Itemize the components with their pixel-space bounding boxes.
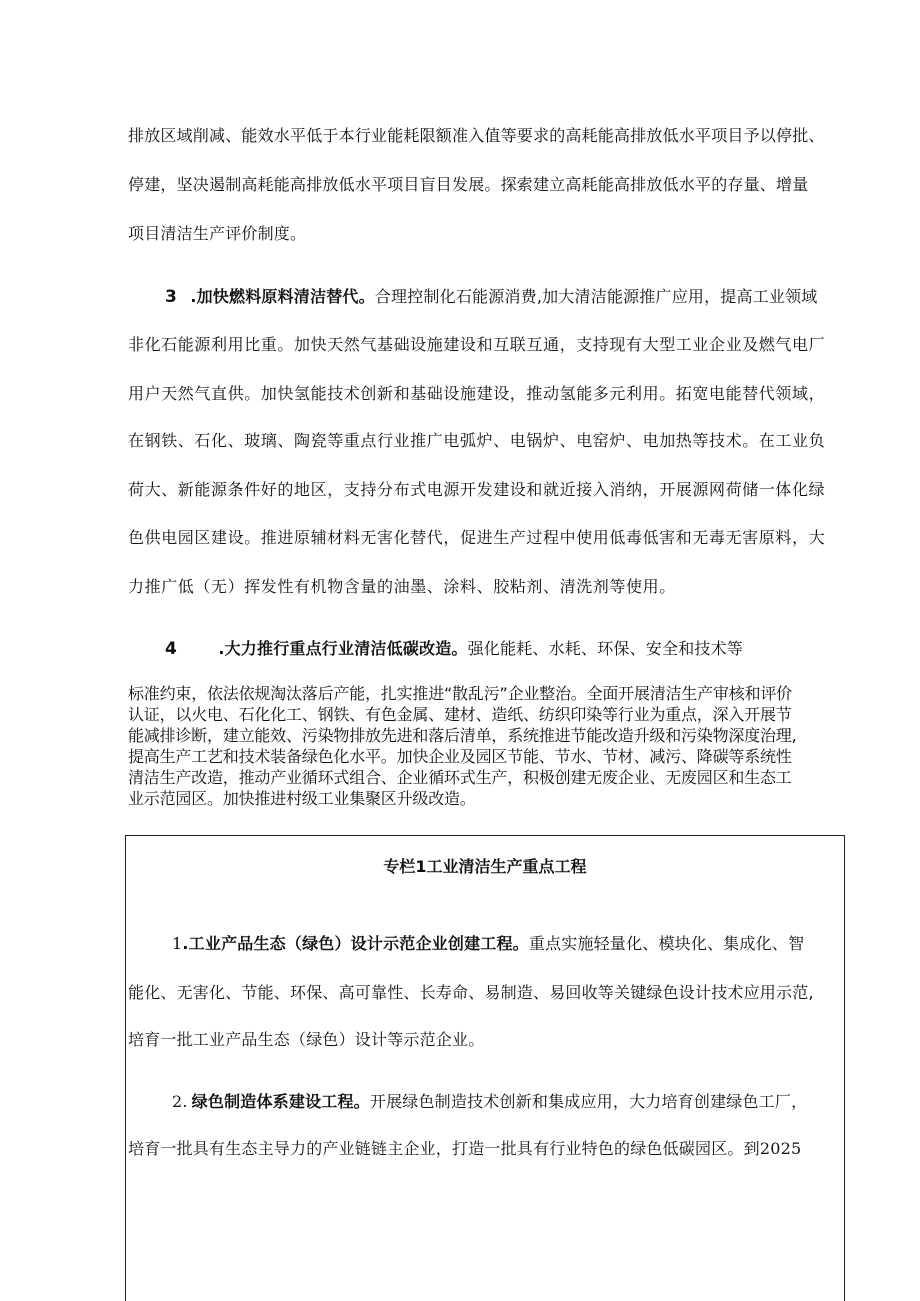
box-item1-heading: .工业产品生态（绿色）设计示范企业创建工程。 [182,934,529,953]
paragraph-line: 排放区域削减、能效水平低于本行业能耗限额准入值等要求的高耗能高排放低水平项目予以停批、 [128,126,825,145]
box-item1-first-line [172,934,804,954]
paragraph-line: 在钢铁、石化、玻璃、陶瓷等重点行业推广电弧炉、电锅炉、电窑炉、电加热等技术。在工业负 [128,431,826,450]
paragraph-line: 业示范园区。加快推进村级工业集聚区升级改造。 [128,789,476,808]
paragraph-line: 认证，以火电、石化化工、钢铁、有色金属、建材、造纸、纺织印染等行业为重点，深入开展节 [128,705,792,724]
item3-number: 3 [165,287,178,307]
box-item2-first-text: 开展绿色制造技术创新和集成应用，大力培育创建绿色工厂， [369,1092,808,1111]
item4-heading: .大力推行重点行业清洁低碳改造。 [218,639,468,658]
column-box-title: 专栏1工业清洁生产重点工程 [383,857,587,876]
box-item1-first-text: 重点实施轻量化、模块化、集成化、智 [528,934,805,953]
paragraph-line: 停建，坚决遏制高耗能高排放低水平项目盲目发展。探索建立高耗能高排放低水平的存量、增量 [128,175,809,194]
paragraph-line: 力推广低（无）挥发性有机物含量的油墨、涂料、胶粘剂、清洗剂等使用。 [128,577,676,596]
box-item1-number: 1 [172,934,183,953]
box-item2-first-line [172,1092,807,1112]
paragraph-line: 标准约束，依法依规淘汰落后产能，扎实推进“散乱污”企业整治。全面开展清洁生产审核和评价 [128,684,792,703]
paragraph-line: 能减排诊断，建立能效、污染物排放先进和落后清单，系统推进节能改造升级和污染物深度治理, [128,726,797,745]
paragraph-line: 培育一批工业产品生态（绿色）设计等示范企业。 [128,1030,485,1049]
box-item2-heading: 绿色制造体系建设工程。 [191,1092,370,1111]
paragraph-line: 清洁生产改造，推动产业循环式组合、企业循环式生产，积极创建无废企业、无废园区和生态工 [128,768,792,787]
paragraph-line: 项目清洁生产评价制度。 [128,224,307,243]
item4-first-line [165,639,743,659]
paragraph-line: 提高生产工艺和技术装备绿色化水平。加快企业及园区节能、节水、节材、减污、降碳等系统性 [128,747,792,766]
item3-first-text: 合理控制化石能源消费,加大清洁能源推广应用，提高工业领域 [374,287,818,306]
item4-dense-block [128,683,858,809]
item3-heading: .加快燃料原料清洁替代。 [190,287,375,306]
item3-first-line [165,287,818,307]
paragraph-line: 色供电园区建设。推进原辅材料无害化替代，促进生产过程中使用低毒低害和无毒无害原料，大 [128,528,826,547]
paragraph-line: 非化石能源利用比重。加快天然气基础设施建设和互联互通，支持现有大型工业企业及燃气电厂 [128,335,826,354]
item4-number: 4 [165,639,178,659]
column-box [125,835,845,1301]
paragraph-line: 荷大、新能源条件好的地区，支持分布式电源开发建设和就近接入消纳，开展源网荷储一体化绿 [128,480,826,499]
paragraph-line: 培育一批具有生态主导力的产业链链主企业，打造一批具有行业特色的绿色低碳园区。到 [128,1139,760,1158]
box-item2-last-line [128,1139,801,1159]
paragraph-line: 用户天然气直供。加快氢能技术创新和基础设施建设，推动氢能多元利用。拓宽电能替代领域， [128,384,826,403]
box-item2-number: 2. [172,1092,188,1111]
paragraph-line: 能化、无害化、节能、环保、高可靠性、长寿命、易制造、易回收等关键绿色设计技术应用示范, [128,983,814,1002]
item4-first-text: 强化能耗、水耗、环保、安全和技术等 [467,639,744,658]
year-text: 2025 [759,1139,802,1158]
